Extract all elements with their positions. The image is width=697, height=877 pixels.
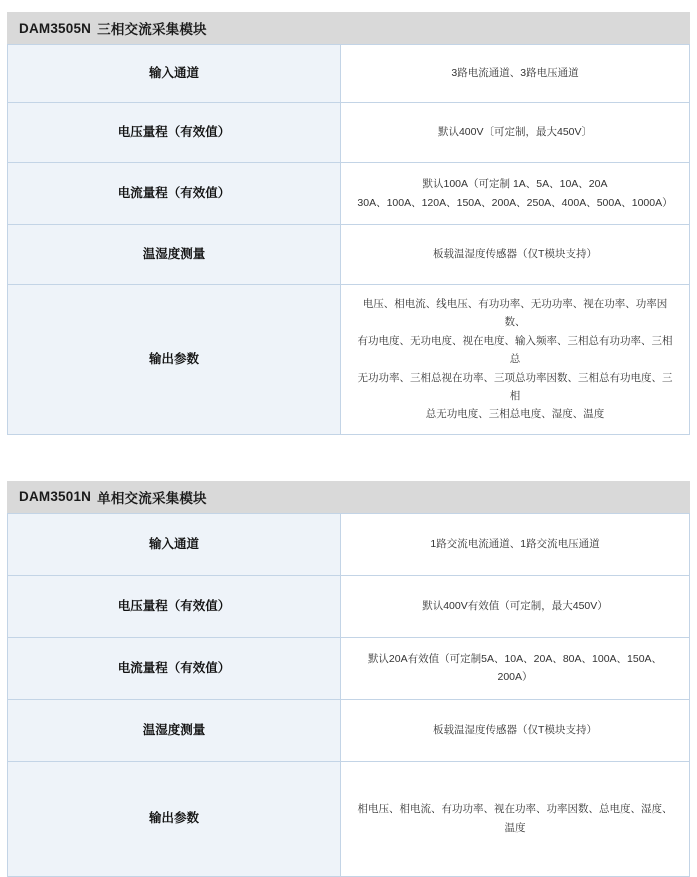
row-value [341,513,690,575]
table-row [8,575,690,637]
row-label: 电流量程（有效值） [8,163,341,225]
value-line: 30A、100A、120A、150A、200A、250A、400A、500A、1000A） [357,196,673,209]
row-value [341,699,690,761]
row-label: 输入通道 [8,45,341,103]
row-value [341,45,690,103]
block-model-code: DAM3505N [19,20,92,36]
spec-block-dam3501n [7,481,690,877]
row-label: 电流量程（有效值） [8,637,341,699]
table-row [8,699,690,761]
value-line: 默认20A有效值（可定制5A、10A、20A、80A、100A、150A、200A） [367,652,663,684]
block-title: 三相交流采集模块 [97,22,207,37]
row-label: 输出参数 [8,285,341,435]
row-label: 温湿度测量 [8,225,341,285]
top-spacer [0,0,697,12]
row-value [341,761,690,876]
table-row [8,163,690,225]
value-line: 相电压、相电流、有功功率、视在功率、功率因数、总电度、湿度、温度 [357,803,673,834]
value-line: 默认400V有效值（可定制，最大450V） [422,599,608,612]
block-model-code: DAM3501N [19,489,92,505]
value-line: 电压、相电流、线电压、有功功率、无功功率、视在功率、功率因数、 [362,298,668,329]
block-header-dam3505n [7,12,690,44]
row-value [341,225,690,285]
spec-table-dam3505n [7,44,690,435]
row-label: 输出参数 [8,761,341,876]
row-value [341,103,690,163]
table-row [8,761,690,876]
value-line: 无功功率、三相总视在功率、三项总功率因数、三相总有功电度、三相 [357,371,673,402]
value-line: 板载温湿度传感器（仅T模块支持） [433,723,597,736]
value-line: 有功电度、无功电度、视在电度、输入频率、三相总有功功率、三相总 [357,334,673,366]
value-line: 默认400V〔可定制，最大450V〕 [437,126,593,139]
block-spacer [0,435,697,481]
spec-block-dam3505n [7,12,690,435]
value-line: 1路交流电流通道、1路交流电压通道 [430,537,600,550]
row-value [341,163,690,225]
block-title: 单相交流采集模块 [97,490,207,506]
row-label: 温湿度测量 [8,699,341,761]
spec-table-dam3501n [7,513,690,877]
value-line: 板载温湿度传感器（仅T模块支持） [433,248,597,261]
row-value [341,285,690,435]
row-label: 电压量程（有效值） [8,575,341,637]
table-row [8,637,690,699]
table-row [8,285,690,435]
row-label: 电压量程（有效值） [8,103,341,163]
table-row [8,103,690,163]
table-row [8,225,690,285]
block-header-dam3501n [7,481,690,513]
row-value [341,575,690,637]
value-line: 总无功电度、三相总电度、湿度、温度 [425,408,605,421]
table-row [8,45,690,103]
table-row [8,513,690,575]
row-label: 输入通道 [8,513,341,575]
row-value [341,637,690,699]
value-line: 3路电流通道、3路电压通道 [451,67,579,80]
value-line: 默认100A（可定制 1A、5A、10A、20A [422,178,608,191]
